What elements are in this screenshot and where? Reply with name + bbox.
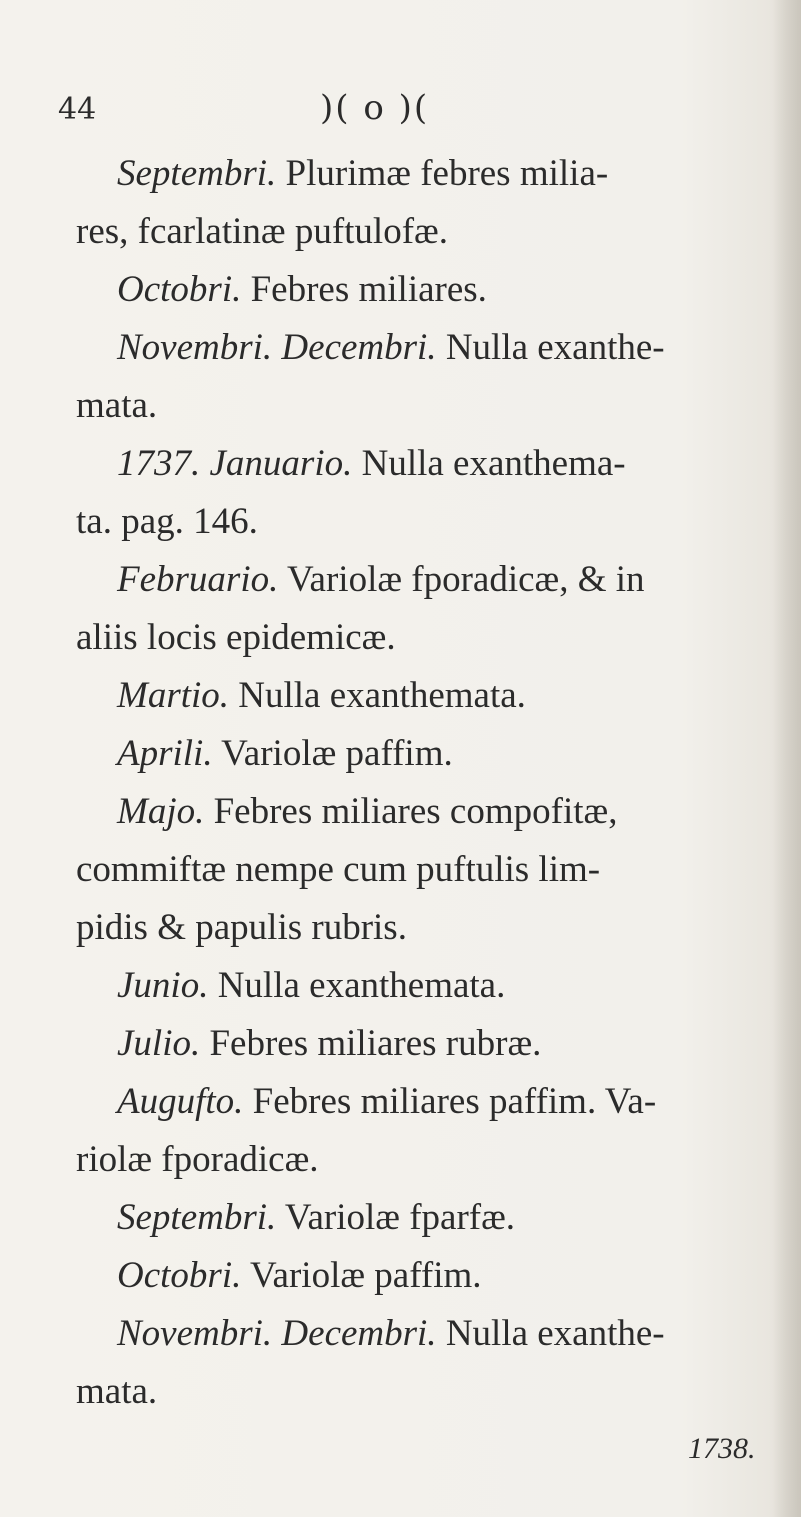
text-line: Septembri. Plurimæ febres milia- (117, 153, 609, 194)
text-line: pidis & papulis rubris. (76, 907, 407, 948)
text-line: Februario. Variolæ fporadicæ, & in (117, 559, 645, 600)
page-number: 44 (58, 92, 97, 127)
text-line: Junio. Nulla exanthemata. (117, 965, 506, 1006)
text-line: Aprili. Variolæ paffim. (117, 733, 453, 774)
text-line: Novembri. Decembri. Nulla exanthe- (117, 327, 665, 368)
text-line: Martio. Nulla exanthemata. (117, 675, 526, 716)
text-line: Octobri. Febres miliares. (117, 269, 487, 310)
text-line: riolæ fporadicæ. (76, 1139, 319, 1180)
text-line: Octobri. Variolæ paffim. (117, 1255, 482, 1296)
text-line: commiftæ nempe cum puftulis lim- (76, 849, 601, 890)
running-head-ornament: )( o )( (320, 88, 430, 128)
text-line: Septembri. Variolæ fparfæ. (117, 1197, 516, 1238)
text-line: 1737. Januario. Nulla exanthema- (117, 443, 626, 484)
text-line: res, fcarlatinæ puftulofæ. (76, 211, 448, 252)
text-line: mata. (76, 1371, 158, 1412)
text-line: Novembri. Decembri. Nulla exanthe- (117, 1313, 665, 1354)
text-line: Majo. Febres miliares compofitæ, (117, 791, 618, 832)
text-line: ta. pag. 146. (76, 501, 258, 542)
text-line: Augufto. Febres miliares paffim. Va- (117, 1081, 657, 1122)
text-line: aliis locis epidemicæ. (76, 617, 396, 658)
text-line: mata. (76, 385, 158, 426)
catchword: 1738. (688, 1432, 756, 1465)
text-line: Julio. Febres miliares rubræ. (117, 1023, 542, 1064)
